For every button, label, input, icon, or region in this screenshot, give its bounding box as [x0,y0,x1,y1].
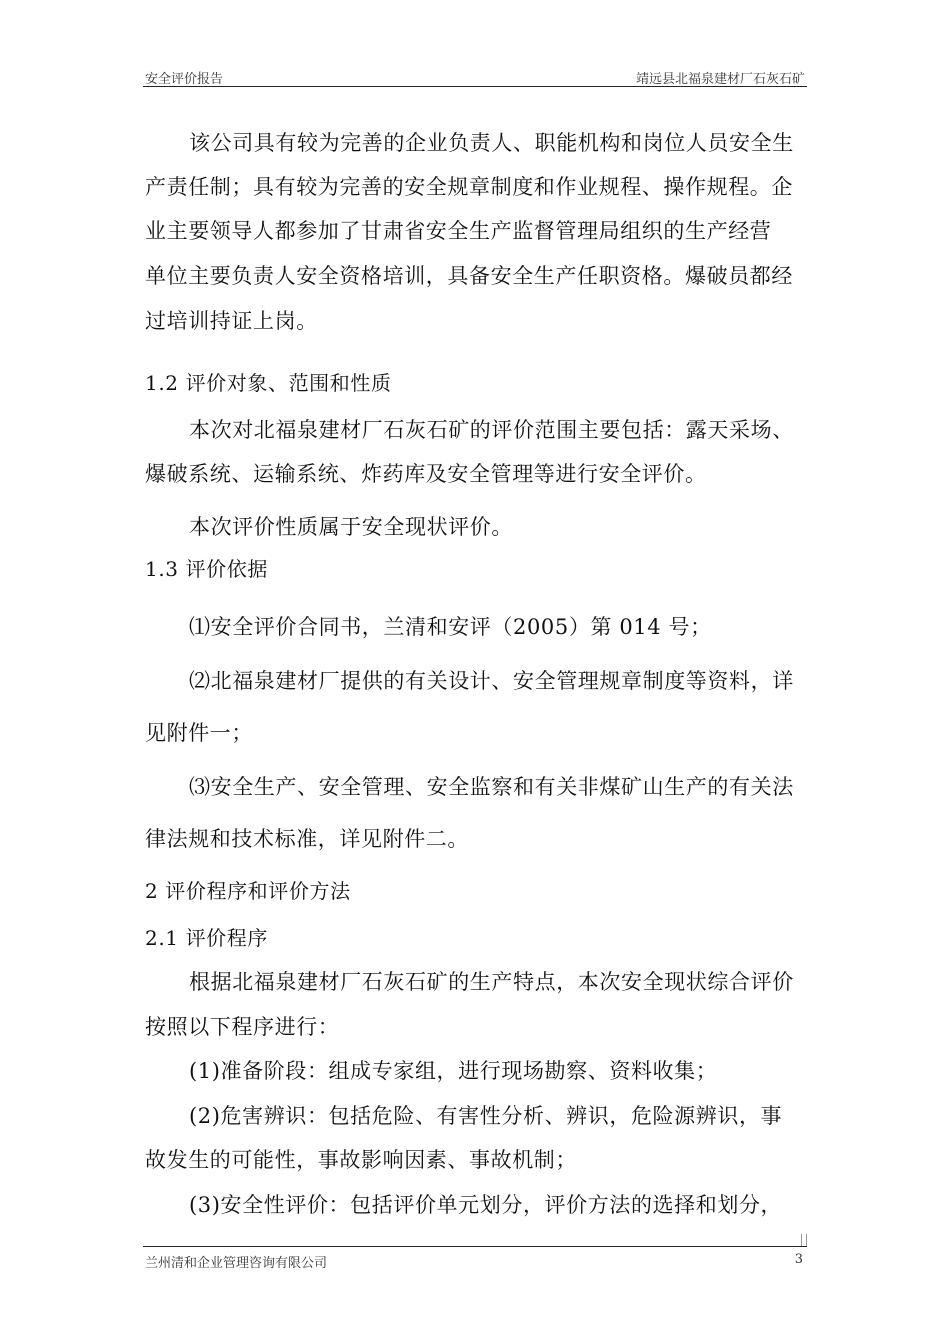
basis-item-2: ⑵北福泉建材厂提供的有关设计、安全管理规章制度等资料，详 [189,669,794,693]
paragraph-line: 单位主要负责人安全资格培训，具备安全生产任职资格。爆破员都经 [145,264,793,288]
page-number: 3 [794,1252,803,1267]
paragraph-line: 业主要领导人都参加了甘肃省安全生产监督管理局组织的生产经营 [145,219,772,243]
page-footer [143,1246,807,1271]
procedure-step-1: (1)准备阶段：组成专家组，进行现场勘察、资料收集； [189,1059,718,1083]
paragraph-line: 本次对北福泉建材厂石灰石矿的评价范围主要包括：露天采场、 [189,418,794,442]
procedure-step-2-cont: 故发生的可能性，事故影响因素、事故机制； [145,1148,577,1172]
section-heading-1-3: 1.3 评价依据 [145,557,268,581]
section-heading-1-2: 1.2 评价对象、范围和性质 [145,371,392,395]
header-mine-name: 靖远县北福泉建材厂石灰石矿 [635,72,805,87]
paragraph-line: 本次评价性质属于安全现状评价。 [189,515,513,539]
basis-item-2-cont: 见附件一； [145,721,253,745]
paragraph-line: 根据北福泉建材厂石灰石矿的生产特点，本次安全现状综合评价 [189,970,794,994]
paragraph-line: 过培训持证上岗。 [145,309,318,333]
section-heading-2: 2 评价程序和评价方法 [145,879,351,903]
paragraph-line: 爆破系统、运输系统、炸药库及安全管理等进行安全评价。 [145,462,707,486]
paragraph-line: 产责任制；具有较为完善的安全规章制度和作业规程、操作规程。企 [145,175,793,199]
footer-company-name: 兰州清和企业管理咨询有限公司 [145,1256,328,1271]
basis-item-3: ⑶安全生产、安全管理、安全监察和有关非煤矿山生产的有关法 [189,775,794,799]
header-report-title: 安全评价报告 [145,72,224,87]
basis-item-3-cont: 律法规和技术标准，详见附件二。 [145,827,469,851]
page-header [143,66,807,87]
procedure-step-2: (2)危害辨识：包括危险、有害性分析、辨识，危险源辨识，事 [189,1104,783,1128]
footer-marker [801,1234,807,1246]
paragraph-line: 该公司具有较为完善的企业负责人、职能机构和岗位人员安全生 [189,131,794,155]
procedure-step-3: (3)安全性评价：包括评价单元划分，评价方法的选择和划分， [189,1193,783,1217]
paragraph-line: 按照以下程序进行： [145,1015,340,1039]
basis-item-1: ⑴安全评价合同书，兰清和安评（2005）第 014 号； [189,615,712,639]
section-heading-2-1: 2.1 评价程序 [145,926,268,950]
